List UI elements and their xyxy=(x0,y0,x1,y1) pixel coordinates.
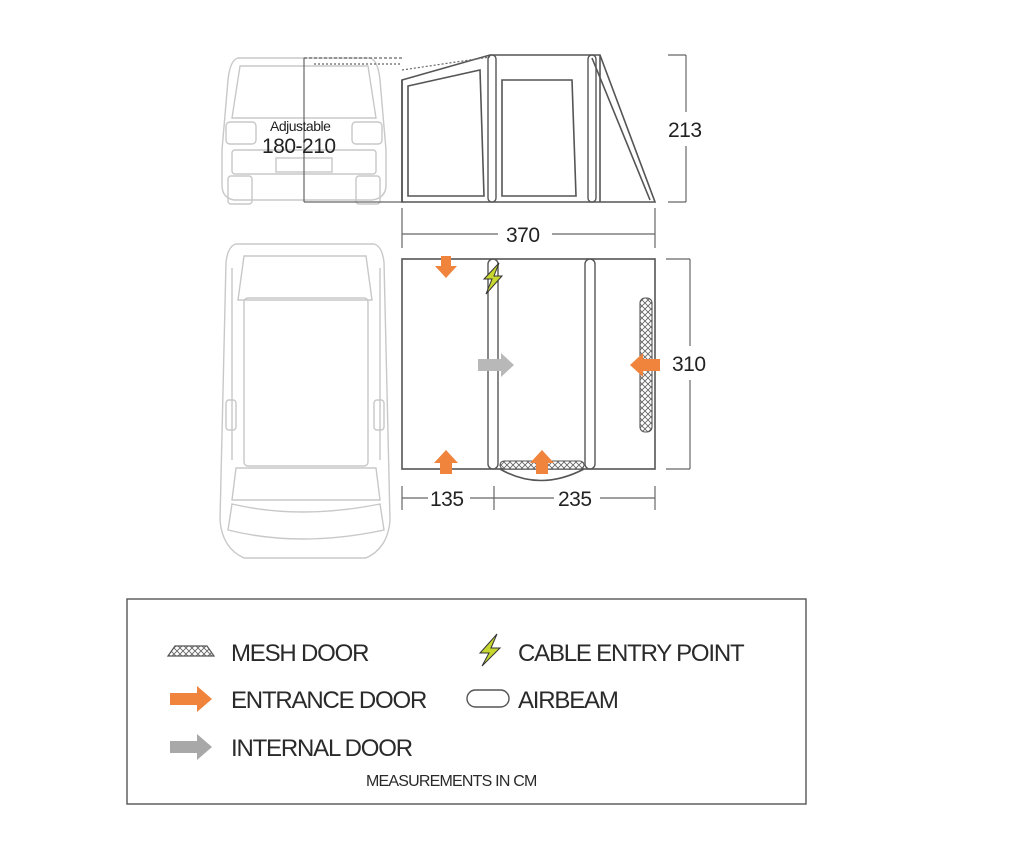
awning-side-profile xyxy=(402,55,655,202)
height-label: 213 xyxy=(668,119,702,142)
legend-internal-door-label: INTERNAL DOOR xyxy=(231,735,412,762)
section-dimensions xyxy=(402,486,655,511)
entrance-door-bottom-left-arrow xyxy=(434,450,458,474)
awning-floorplan xyxy=(402,259,655,481)
mesh-door-icon xyxy=(168,646,214,656)
width-dimension xyxy=(402,208,655,248)
side-view xyxy=(222,55,702,248)
adjustable-height-dimension xyxy=(262,58,404,202)
entrance-door-front-arrow xyxy=(530,450,554,474)
adjustable-range-label: 180-210 xyxy=(262,135,336,158)
measurements-note: MEASUREMENTS IN CM xyxy=(366,773,537,790)
legend-airbeam-label: AIRBEAM xyxy=(518,687,618,714)
left-section-label: 135 xyxy=(430,488,464,511)
airbeam-side-1 xyxy=(488,55,496,202)
depth-dimension xyxy=(666,259,706,469)
height-dimension xyxy=(668,55,702,202)
adjustable-label: Adjustable xyxy=(270,118,331,134)
depth-label: 310 xyxy=(672,353,706,376)
airbeam-floor-2 xyxy=(585,259,595,469)
legend-entrance-door-label: ENTRANCE DOOR xyxy=(231,687,427,714)
airbeam-icon xyxy=(467,690,509,707)
legend xyxy=(127,599,806,804)
width-label: 370 xyxy=(506,224,540,247)
right-section-label: 235 xyxy=(558,488,592,511)
legend-mesh-door-label: MESH DOOR xyxy=(231,640,369,667)
vehicle-top-outline xyxy=(220,244,390,558)
airbeam-side-2 xyxy=(588,55,596,202)
legend-cable-entry-label: CABLE ENTRY POINT xyxy=(518,640,744,667)
top-view xyxy=(220,244,706,558)
